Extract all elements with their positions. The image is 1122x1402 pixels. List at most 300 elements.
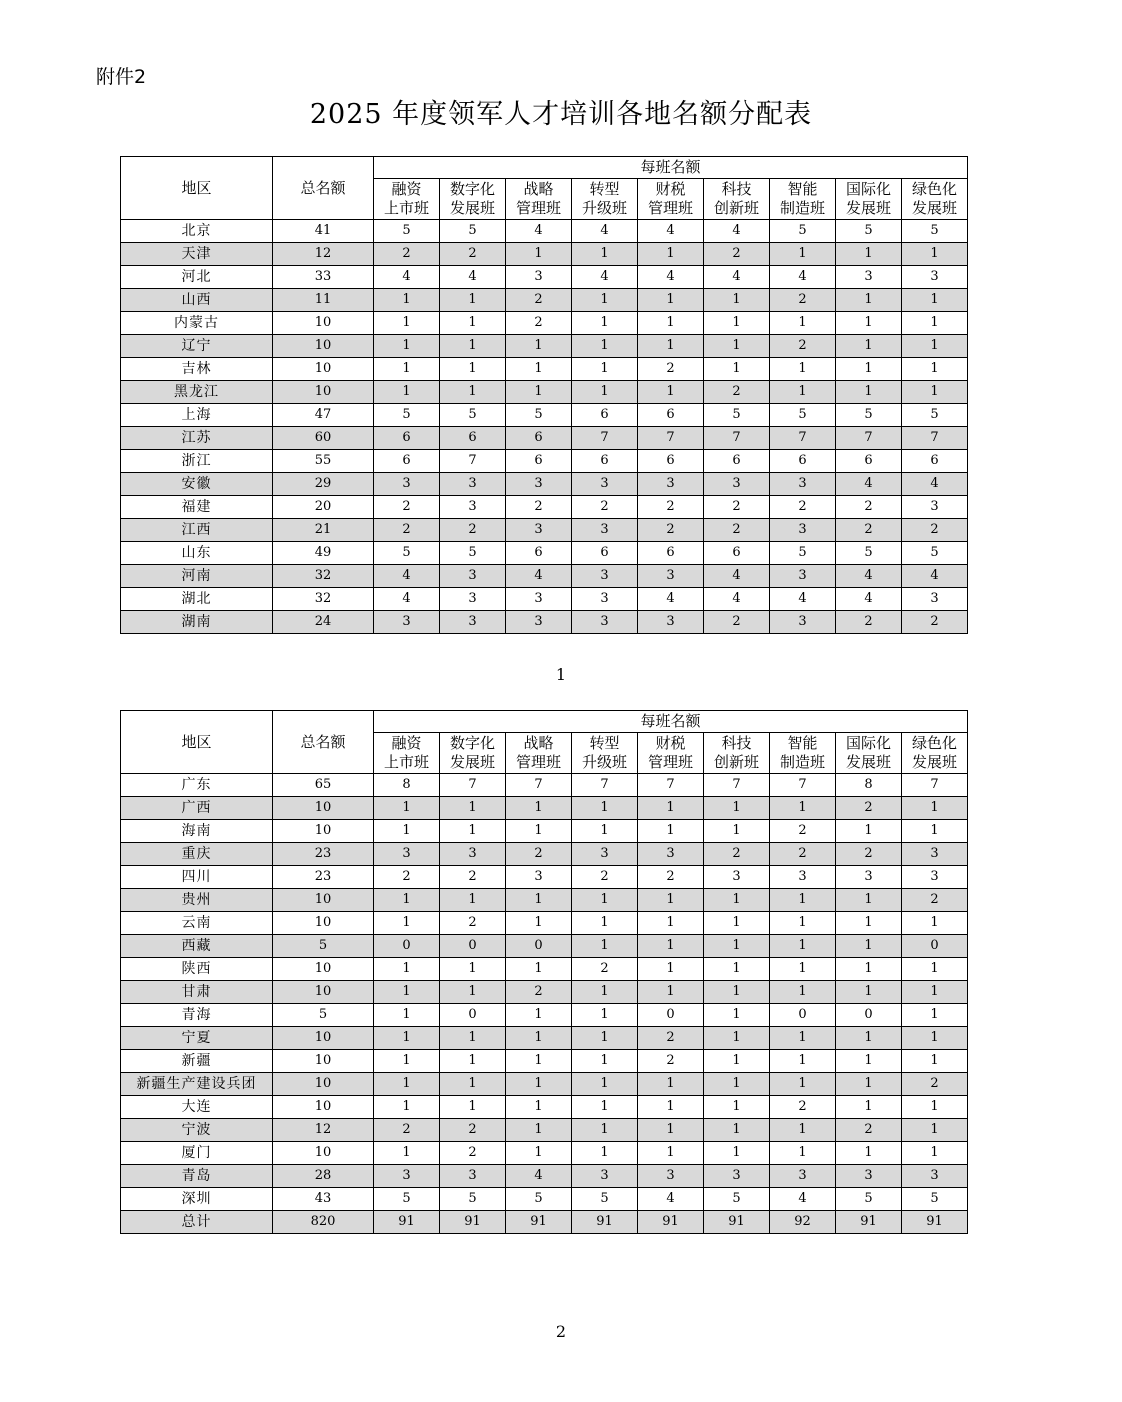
attachment-label: 附件2 [96, 66, 147, 88]
class-quota-cell: 5 [704, 404, 770, 427]
class-quota-cell: 3 [440, 588, 506, 611]
table-row [121, 1188, 968, 1211]
class-quota-cell: 1 [770, 1073, 836, 1096]
class-quota-cell: 3 [836, 866, 902, 889]
class-quota-cell: 1 [704, 889, 770, 912]
class-quota-cell: 1 [902, 1027, 968, 1050]
class-quota-cell: 3 [770, 565, 836, 588]
class-quota-cell: 1 [506, 1073, 572, 1096]
class-quota-cell: 2 [374, 243, 440, 266]
class-quota-cell: 1 [440, 312, 506, 335]
class-quota-cell: 1 [572, 1004, 638, 1027]
class-quota-cell: 5 [836, 220, 902, 243]
region-cell: 厦门 [121, 1142, 273, 1165]
class-quota-cell: 2 [638, 1050, 704, 1073]
class-quota-cell: 91 [836, 1211, 902, 1234]
class-quota-cell: 2 [704, 519, 770, 542]
class-quota-cell: 3 [506, 866, 572, 889]
class-quota-cell: 3 [902, 266, 968, 289]
class-quota-cell: 2 [506, 496, 572, 519]
class-quota-cell: 1 [836, 289, 902, 312]
class-quota-cell: 2 [902, 611, 968, 634]
header-class-line: 上市班 [383, 199, 429, 217]
total-cell: 55 [273, 450, 374, 473]
class-quota-cell: 1 [506, 1142, 572, 1165]
class-quota-cell: 4 [836, 565, 902, 588]
class-quota-cell: 1 [770, 1142, 836, 1165]
region-cell: 河北 [121, 266, 273, 289]
table-row [121, 611, 968, 634]
class-quota-cell: 1 [902, 1119, 968, 1142]
class-quota-cell: 3 [572, 565, 638, 588]
class-quota-cell: 3 [770, 611, 836, 634]
class-quota-cell: 2 [770, 820, 836, 843]
total-cell: 10 [273, 335, 374, 358]
table-row [121, 243, 968, 266]
class-quota-cell: 6 [704, 542, 770, 565]
class-quota-cell: 7 [572, 427, 638, 450]
total-cell: 10 [273, 1073, 374, 1096]
class-quota-cell: 5 [836, 404, 902, 427]
header-region: 地区 [121, 157, 273, 220]
class-quota-cell: 1 [704, 289, 770, 312]
header-class-line: 管理班 [515, 199, 561, 217]
class-quota-cell: 1 [506, 358, 572, 381]
table-body [121, 774, 968, 1234]
class-quota-cell: 3 [638, 611, 704, 634]
class-quota-cell: 2 [902, 1073, 968, 1096]
class-quota-cell: 1 [374, 912, 440, 935]
region-cell: 湖北 [121, 588, 273, 611]
class-quota-cell: 2 [506, 843, 572, 866]
region-cell: 云南 [121, 912, 273, 935]
class-quota-cell: 3 [902, 496, 968, 519]
total-cell: 11 [273, 289, 374, 312]
total-cell: 5 [273, 935, 374, 958]
class-quota-cell: 3 [440, 565, 506, 588]
table-row [121, 1073, 968, 1096]
header-class-0 [374, 733, 440, 774]
header-class-line: 发展班 [449, 753, 495, 771]
class-quota-cell: 4 [440, 266, 506, 289]
header-class-4 [638, 733, 704, 774]
class-quota-cell: 1 [374, 1096, 440, 1119]
header-class-line: 管理班 [515, 753, 561, 771]
class-quota-cell: 1 [440, 289, 506, 312]
class-quota-cell: 5 [770, 404, 836, 427]
class-quota-cell: 1 [770, 1050, 836, 1073]
total-cell: 10 [273, 312, 374, 335]
class-quota-cell: 2 [836, 797, 902, 820]
region-cell: 四川 [121, 866, 273, 889]
class-quota-cell: 2 [902, 889, 968, 912]
class-quota-cell: 1 [902, 1004, 968, 1027]
region-cell: 福建 [121, 496, 273, 519]
total-cell: 47 [273, 404, 374, 427]
header-class-line: 发展班 [912, 753, 958, 771]
total-cell: 10 [273, 1050, 374, 1073]
class-quota-cell: 8 [374, 774, 440, 797]
class-quota-cell: 91 [572, 1211, 638, 1234]
header-class-line: 升级班 [581, 753, 627, 771]
table-row [121, 1027, 968, 1050]
class-quota-cell: 1 [704, 935, 770, 958]
class-quota-cell: 6 [638, 450, 704, 473]
region-cell: 上海 [121, 404, 273, 427]
total-cell: 12 [273, 1119, 374, 1142]
header-total: 总名额 [273, 711, 374, 774]
header-class-5 [704, 733, 770, 774]
class-quota-cell: 2 [770, 289, 836, 312]
header-class-line: 财税 [655, 734, 686, 752]
class-quota-cell: 7 [440, 450, 506, 473]
class-quota-cell: 1 [902, 243, 968, 266]
header-class-line: 创新班 [713, 199, 759, 217]
class-quota-cell: 4 [770, 588, 836, 611]
header-class-line: 财税 [655, 180, 686, 198]
class-quota-cell: 5 [902, 1188, 968, 1211]
table-row [121, 935, 968, 958]
class-quota-cell: 1 [572, 1027, 638, 1050]
class-quota-cell: 1 [506, 381, 572, 404]
class-quota-cell: 1 [374, 312, 440, 335]
header-class-1 [440, 733, 506, 774]
class-quota-cell: 1 [506, 958, 572, 981]
class-quota-cell: 1 [704, 1142, 770, 1165]
class-quota-cell: 1 [770, 312, 836, 335]
class-quota-cell: 1 [440, 1050, 506, 1073]
region-cell: 湖南 [121, 611, 273, 634]
class-quota-cell: 1 [836, 335, 902, 358]
class-quota-cell: 3 [572, 611, 638, 634]
total-cell: 10 [273, 797, 374, 820]
class-quota-cell: 3 [704, 1165, 770, 1188]
class-quota-cell: 5 [902, 404, 968, 427]
class-quota-cell: 1 [440, 889, 506, 912]
header-class-0 [374, 179, 440, 220]
class-quota-cell: 2 [374, 496, 440, 519]
class-quota-cell: 4 [638, 588, 704, 611]
class-quota-cell: 1 [506, 1050, 572, 1073]
table-row [121, 1096, 968, 1119]
class-quota-cell: 5 [770, 542, 836, 565]
class-quota-cell: 1 [836, 935, 902, 958]
table-row [121, 473, 968, 496]
total-cell: 20 [273, 496, 374, 519]
class-quota-cell: 1 [836, 312, 902, 335]
class-quota-cell: 4 [704, 220, 770, 243]
table-row [121, 588, 968, 611]
class-quota-cell: 6 [704, 450, 770, 473]
class-quota-cell: 3 [440, 843, 506, 866]
table-row [121, 820, 968, 843]
class-quota-cell: 4 [374, 266, 440, 289]
region-cell: 新疆 [121, 1050, 273, 1073]
class-quota-cell: 5 [374, 220, 440, 243]
class-quota-cell: 1 [572, 981, 638, 1004]
class-quota-cell: 7 [836, 427, 902, 450]
header-region: 地区 [121, 711, 273, 774]
class-quota-cell: 0 [770, 1004, 836, 1027]
header-class-line: 制造班 [779, 199, 825, 217]
class-quota-cell: 1 [440, 381, 506, 404]
table-header [121, 711, 968, 774]
class-quota-cell: 1 [704, 358, 770, 381]
region-cell: 黑龙江 [121, 381, 273, 404]
class-quota-cell: 1 [374, 1050, 440, 1073]
class-quota-cell: 1 [902, 797, 968, 820]
class-quota-cell: 1 [902, 335, 968, 358]
class-quota-cell: 3 [506, 588, 572, 611]
class-quota-cell: 1 [836, 981, 902, 1004]
class-quota-cell: 91 [374, 1211, 440, 1234]
class-quota-cell: 5 [374, 404, 440, 427]
region-cell: 广西 [121, 797, 273, 820]
table-header [121, 157, 968, 220]
class-quota-cell: 3 [638, 565, 704, 588]
class-quota-cell: 1 [572, 889, 638, 912]
region-cell: 内蒙古 [121, 312, 273, 335]
class-quota-cell: 2 [836, 1119, 902, 1142]
class-quota-cell: 7 [440, 774, 506, 797]
class-quota-cell: 1 [770, 935, 836, 958]
region-cell: 贵州 [121, 889, 273, 912]
class-quota-cell: 1 [440, 1073, 506, 1096]
class-quota-cell: 0 [374, 935, 440, 958]
region-cell: 青海 [121, 1004, 273, 1027]
region-cell: 辽宁 [121, 335, 273, 358]
class-quota-cell: 1 [506, 912, 572, 935]
class-quota-cell: 1 [704, 1027, 770, 1050]
class-quota-cell: 1 [374, 1073, 440, 1096]
class-quota-cell: 6 [572, 542, 638, 565]
class-quota-cell: 1 [638, 335, 704, 358]
class-quota-cell: 2 [638, 496, 704, 519]
table-row [121, 450, 968, 473]
region-cell: 甘肃 [121, 981, 273, 1004]
class-quota-cell: 2 [374, 866, 440, 889]
class-quota-cell: 7 [770, 427, 836, 450]
total-cell: 23 [273, 866, 374, 889]
class-quota-cell: 3 [638, 843, 704, 866]
class-quota-cell: 2 [704, 243, 770, 266]
class-quota-cell: 2 [770, 496, 836, 519]
header-class-line: 绿色化 [912, 180, 958, 198]
total-cell: 33 [273, 266, 374, 289]
class-quota-cell: 2 [440, 866, 506, 889]
region-cell: 新疆生产建设兵团 [121, 1073, 273, 1096]
total-cell: 43 [273, 1188, 374, 1211]
class-quota-cell: 3 [374, 611, 440, 634]
class-quota-cell: 2 [440, 519, 506, 542]
header-class-2 [506, 733, 572, 774]
class-quota-cell: 1 [836, 912, 902, 935]
class-quota-cell: 2 [440, 243, 506, 266]
class-quota-cell: 5 [902, 220, 968, 243]
class-quota-cell: 91 [506, 1211, 572, 1234]
class-quota-cell: 3 [440, 611, 506, 634]
class-quota-cell: 3 [374, 843, 440, 866]
class-quota-cell: 8 [836, 774, 902, 797]
class-quota-cell: 1 [836, 1096, 902, 1119]
class-quota-cell: 3 [770, 519, 836, 542]
class-quota-cell: 2 [638, 1027, 704, 1050]
class-quota-cell: 4 [704, 588, 770, 611]
class-quota-cell: 3 [572, 843, 638, 866]
class-quota-cell: 5 [440, 220, 506, 243]
total-cell: 10 [273, 358, 374, 381]
class-quota-cell: 1 [836, 358, 902, 381]
page-number: 2 [555, 1322, 567, 1341]
table-row [121, 335, 968, 358]
total-cell: 10 [273, 381, 374, 404]
class-quota-cell: 1 [374, 797, 440, 820]
class-quota-cell: 4 [374, 565, 440, 588]
class-quota-cell: 1 [902, 912, 968, 935]
header-class-line: 升级班 [581, 199, 627, 217]
class-quota-cell: 1 [506, 1119, 572, 1142]
class-quota-cell: 3 [506, 611, 572, 634]
class-quota-cell: 4 [770, 266, 836, 289]
class-quota-cell: 7 [770, 774, 836, 797]
class-quota-cell: 1 [638, 1096, 704, 1119]
class-quota-cell: 1 [638, 981, 704, 1004]
class-quota-cell: 3 [770, 473, 836, 496]
header-class-7 [836, 733, 902, 774]
class-quota-cell: 3 [572, 588, 638, 611]
class-quota-cell: 2 [440, 1119, 506, 1142]
region-cell: 天津 [121, 243, 273, 266]
header-class-line: 智能 [787, 180, 818, 198]
class-quota-cell: 1 [374, 358, 440, 381]
table-row [121, 358, 968, 381]
class-quota-cell: 1 [506, 243, 572, 266]
class-quota-cell: 3 [902, 866, 968, 889]
header-per-class: 每班名额 [374, 711, 968, 733]
class-quota-cell: 2 [638, 519, 704, 542]
class-quota-cell: 1 [902, 958, 968, 981]
class-quota-cell: 1 [638, 797, 704, 820]
class-quota-cell: 2 [836, 519, 902, 542]
class-quota-cell: 5 [440, 1188, 506, 1211]
class-quota-cell: 4 [770, 1188, 836, 1211]
class-quota-cell: 3 [572, 1165, 638, 1188]
class-quota-cell: 1 [638, 289, 704, 312]
class-quota-cell: 0 [836, 1004, 902, 1027]
header-class-line: 战略 [523, 180, 554, 198]
class-quota-cell: 5 [440, 404, 506, 427]
class-quota-cell: 1 [572, 1142, 638, 1165]
header-class-line: 战略 [523, 734, 554, 752]
class-quota-cell: 1 [836, 381, 902, 404]
class-quota-cell: 4 [506, 565, 572, 588]
class-quota-cell: 2 [506, 289, 572, 312]
header-class-7 [836, 179, 902, 220]
class-quota-cell: 4 [836, 588, 902, 611]
class-quota-cell: 2 [770, 1096, 836, 1119]
class-quota-cell: 1 [704, 820, 770, 843]
class-quota-cell: 1 [440, 820, 506, 843]
class-quota-cell: 6 [440, 427, 506, 450]
region-cell: 山东 [121, 542, 273, 565]
total-cell: 41 [273, 220, 374, 243]
header-class-line: 融资 [391, 180, 422, 198]
class-quota-cell: 4 [902, 565, 968, 588]
class-quota-cell: 2 [506, 981, 572, 1004]
table-row [121, 404, 968, 427]
class-quota-cell: 7 [638, 427, 704, 450]
class-quota-cell: 1 [704, 958, 770, 981]
class-quota-cell: 1 [902, 381, 968, 404]
class-quota-cell: 1 [638, 312, 704, 335]
class-quota-cell: 1 [638, 912, 704, 935]
class-quota-cell: 1 [770, 958, 836, 981]
class-quota-cell: 7 [902, 427, 968, 450]
class-quota-cell: 1 [770, 381, 836, 404]
class-quota-cell: 1 [770, 243, 836, 266]
table-row [121, 1165, 968, 1188]
class-quota-cell: 91 [704, 1211, 770, 1234]
table-row [121, 289, 968, 312]
class-quota-cell: 1 [836, 243, 902, 266]
allocation-table-page-1 [120, 156, 968, 634]
class-quota-cell: 1 [572, 289, 638, 312]
class-quota-cell: 2 [572, 496, 638, 519]
class-quota-cell: 5 [770, 220, 836, 243]
class-quota-cell: 3 [770, 866, 836, 889]
class-quota-cell: 1 [638, 381, 704, 404]
class-quota-cell: 1 [704, 335, 770, 358]
class-quota-cell: 2 [572, 958, 638, 981]
class-quota-cell: 1 [374, 289, 440, 312]
class-quota-cell: 2 [836, 496, 902, 519]
header-class-2 [506, 179, 572, 220]
header-class-line: 科技 [721, 180, 752, 198]
table-row [121, 1211, 968, 1234]
region-cell: 海南 [121, 820, 273, 843]
class-quota-cell: 4 [704, 266, 770, 289]
region-cell: 河南 [121, 565, 273, 588]
table-row [121, 981, 968, 1004]
class-quota-cell: 1 [638, 1119, 704, 1142]
class-quota-cell: 5 [374, 542, 440, 565]
region-cell: 陕西 [121, 958, 273, 981]
total-cell: 820 [273, 1211, 374, 1234]
header-class-6 [770, 179, 836, 220]
class-quota-cell: 1 [638, 820, 704, 843]
class-quota-cell: 2 [902, 519, 968, 542]
class-quota-cell: 6 [836, 450, 902, 473]
class-quota-cell: 4 [704, 565, 770, 588]
header-class-line: 智能 [787, 734, 818, 752]
total-cell: 49 [273, 542, 374, 565]
class-quota-cell: 1 [902, 312, 968, 335]
region-cell: 深圳 [121, 1188, 273, 1211]
class-quota-cell: 1 [902, 289, 968, 312]
class-quota-cell: 2 [638, 358, 704, 381]
header-class-line: 管理班 [647, 199, 693, 217]
class-quota-cell: 1 [836, 1073, 902, 1096]
region-cell: 重庆 [121, 843, 273, 866]
class-quota-cell: 6 [638, 542, 704, 565]
class-quota-cell: 1 [704, 1096, 770, 1119]
total-cell: 21 [273, 519, 374, 542]
class-quota-cell: 6 [506, 542, 572, 565]
class-quota-cell: 4 [572, 220, 638, 243]
class-quota-cell: 7 [704, 427, 770, 450]
class-quota-cell: 1 [704, 1004, 770, 1027]
class-quota-cell: 4 [374, 588, 440, 611]
